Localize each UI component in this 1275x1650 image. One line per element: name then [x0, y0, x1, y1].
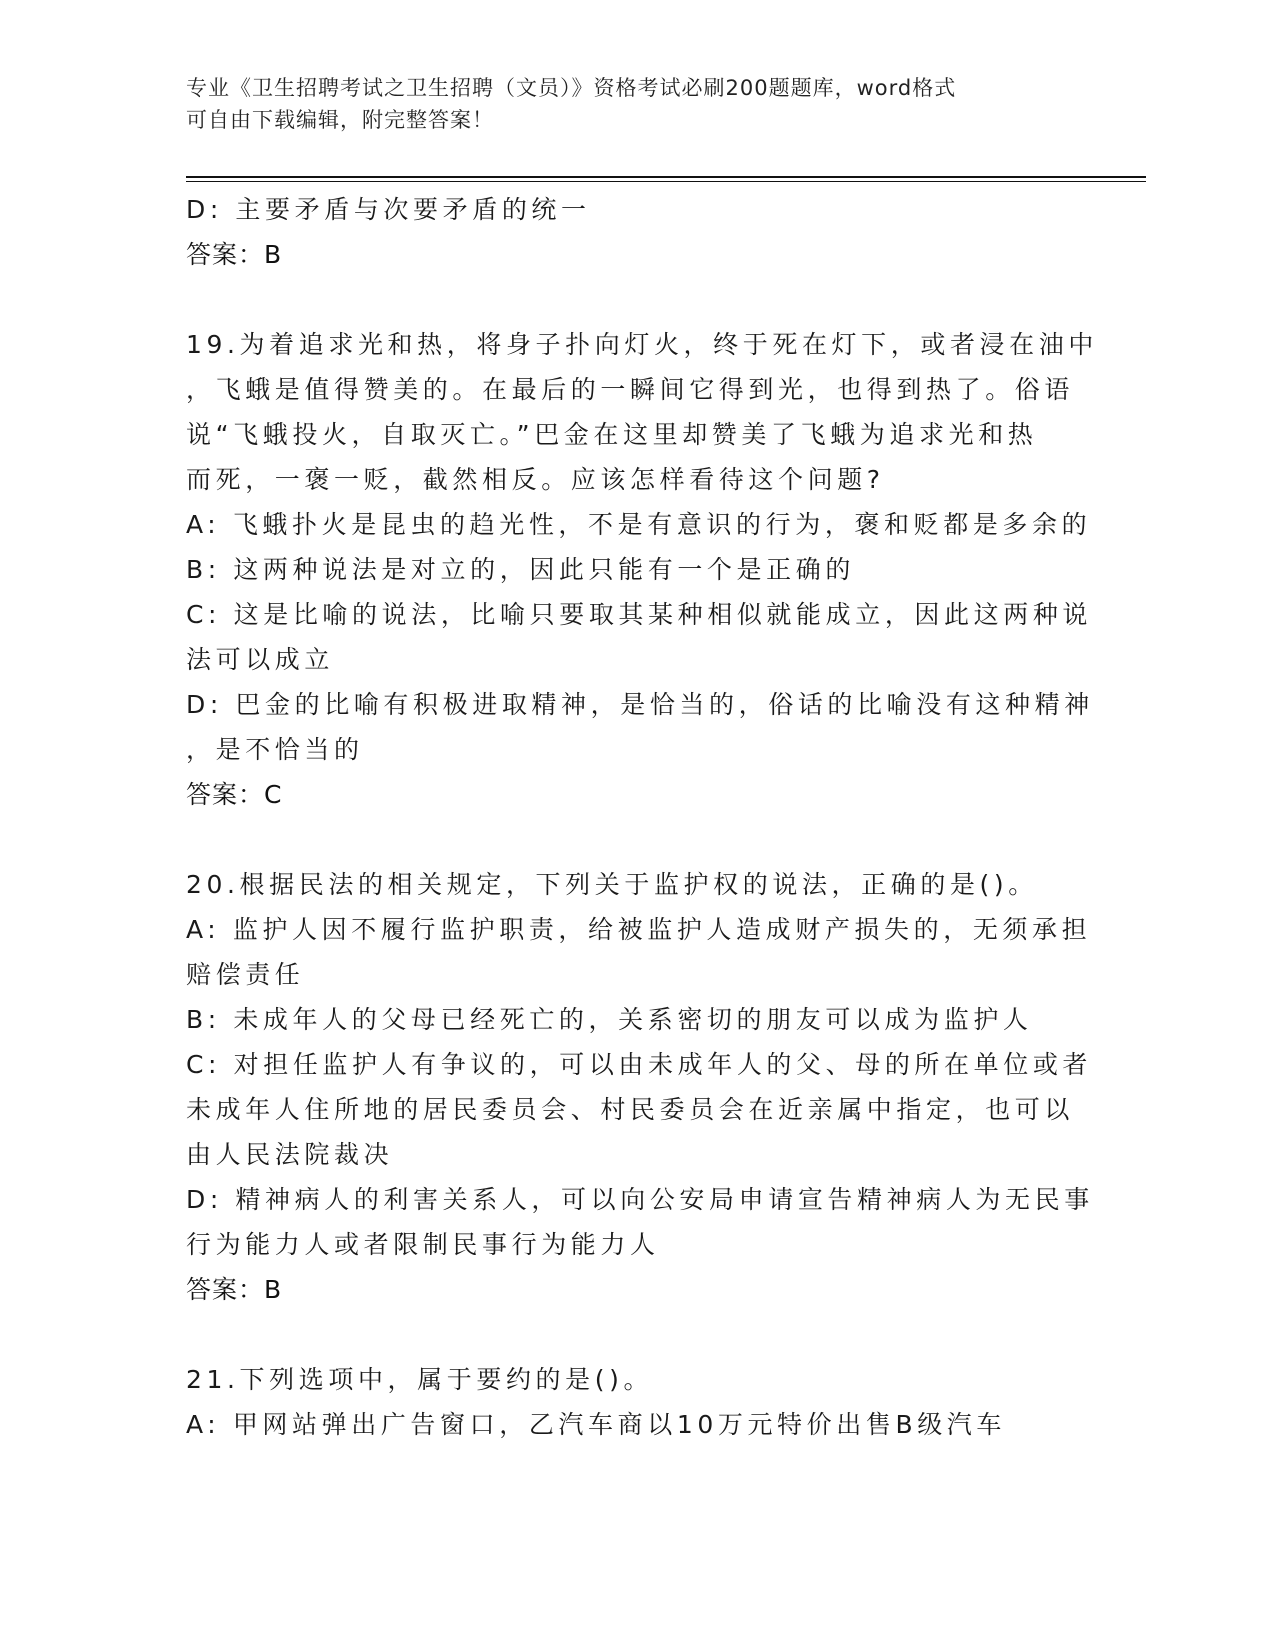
option-b: B: 这两种说法是对立的，因此只能有一个是正确的 [186, 555, 855, 584]
header-rule-thick [186, 176, 1146, 178]
answer-line: 答案：C [186, 780, 283, 809]
header-line-2: 可自由下载编辑，附完整答案！ [186, 108, 494, 132]
header-line-1: 专业《卫生招聘考试之卫生招聘（文员）》资格考试必刷200题题库，word格式 [186, 76, 957, 100]
option-a-continued: 赔偿责任 [186, 960, 305, 989]
answer-line: 答案：B [186, 1275, 283, 1304]
spacer [186, 1312, 1066, 1357]
question-block-19 [186, 322, 1098, 817]
option-c: C: 对担任监护人有争议的，可以由未成年人的父、母的所在单位或者 [186, 1050, 1093, 1079]
question-block-18 [186, 187, 1066, 277]
question-block-20 [186, 862, 1094, 1312]
question-text: 19.为着追求光和热，将身子扑向灯火，终于死在灯下，或者浸在油中 [186, 330, 1098, 359]
option-d: D: 主要矛盾与次要矛盾的统一 [186, 195, 591, 224]
question-content [186, 187, 1098, 1447]
option-c-continued: 未成年人住所地的居民委员会、村民委员会在近亲属中指定，也可以 [186, 1095, 1075, 1124]
option-d: D: 巴金的比喻有积极进取精神，是恰当的，俗话的比喻没有这种精神 [186, 690, 1094, 719]
option-c: C: 这是比喻的说法，比喻只要取其某种相似就能成立，因此这两种说 [186, 600, 1093, 629]
option-b: B: 未成年人的父母已经死亡的，关系密切的朋友可以成为监护人 [186, 1005, 1033, 1034]
spacer [186, 277, 1066, 322]
question-text: ，飞蛾是值得赞美的。在最后的一瞬间它得到光，也得到热了。俗语 [186, 375, 1075, 404]
option-c-continued: 由人民法院裁决 [186, 1140, 394, 1169]
question-text: 说“飞蛾投火，自取灭亡。”巴金在这里却赞美了飞蛾为追求光和热 [186, 420, 1038, 449]
question-block-21 [186, 1357, 1066, 1447]
page-header [186, 72, 1066, 136]
option-d: D: 精神病人的利害关系人，可以向公安局申请宣告精神病人为无民事 [186, 1185, 1094, 1214]
option-d-continued: ，是不恰当的 [186, 735, 364, 764]
question-text: 20.根据民法的相关规定，下列关于监护权的说法，正确的是()。 [186, 870, 1038, 899]
option-a: A: 飞蛾扑火是昆虫的趋光性，不是有意识的行为，褒和贬都是多余的 [186, 510, 1092, 539]
question-text: 21.下列选项中，属于要约的是()。 [186, 1365, 654, 1394]
question-text: 而死，一褒一贬，截然相反。应该怎样看待这个问题? [186, 465, 885, 494]
option-a: A: 监护人因不履行监护职责，给被监护人造成财产损失的，无须承担 [186, 915, 1092, 944]
spacer [186, 817, 1066, 862]
option-d-continued: 行为能力人或者限制民事行为能力人 [186, 1230, 660, 1259]
header-rule-thin [186, 181, 1146, 182]
option-a: A: 甲网站弹出广告窗口，乙汽车商以10万元特价出售B级汽车 [186, 1410, 1006, 1439]
option-c-continued: 法可以成立 [186, 645, 335, 674]
answer-line: 答案：B [186, 240, 283, 269]
